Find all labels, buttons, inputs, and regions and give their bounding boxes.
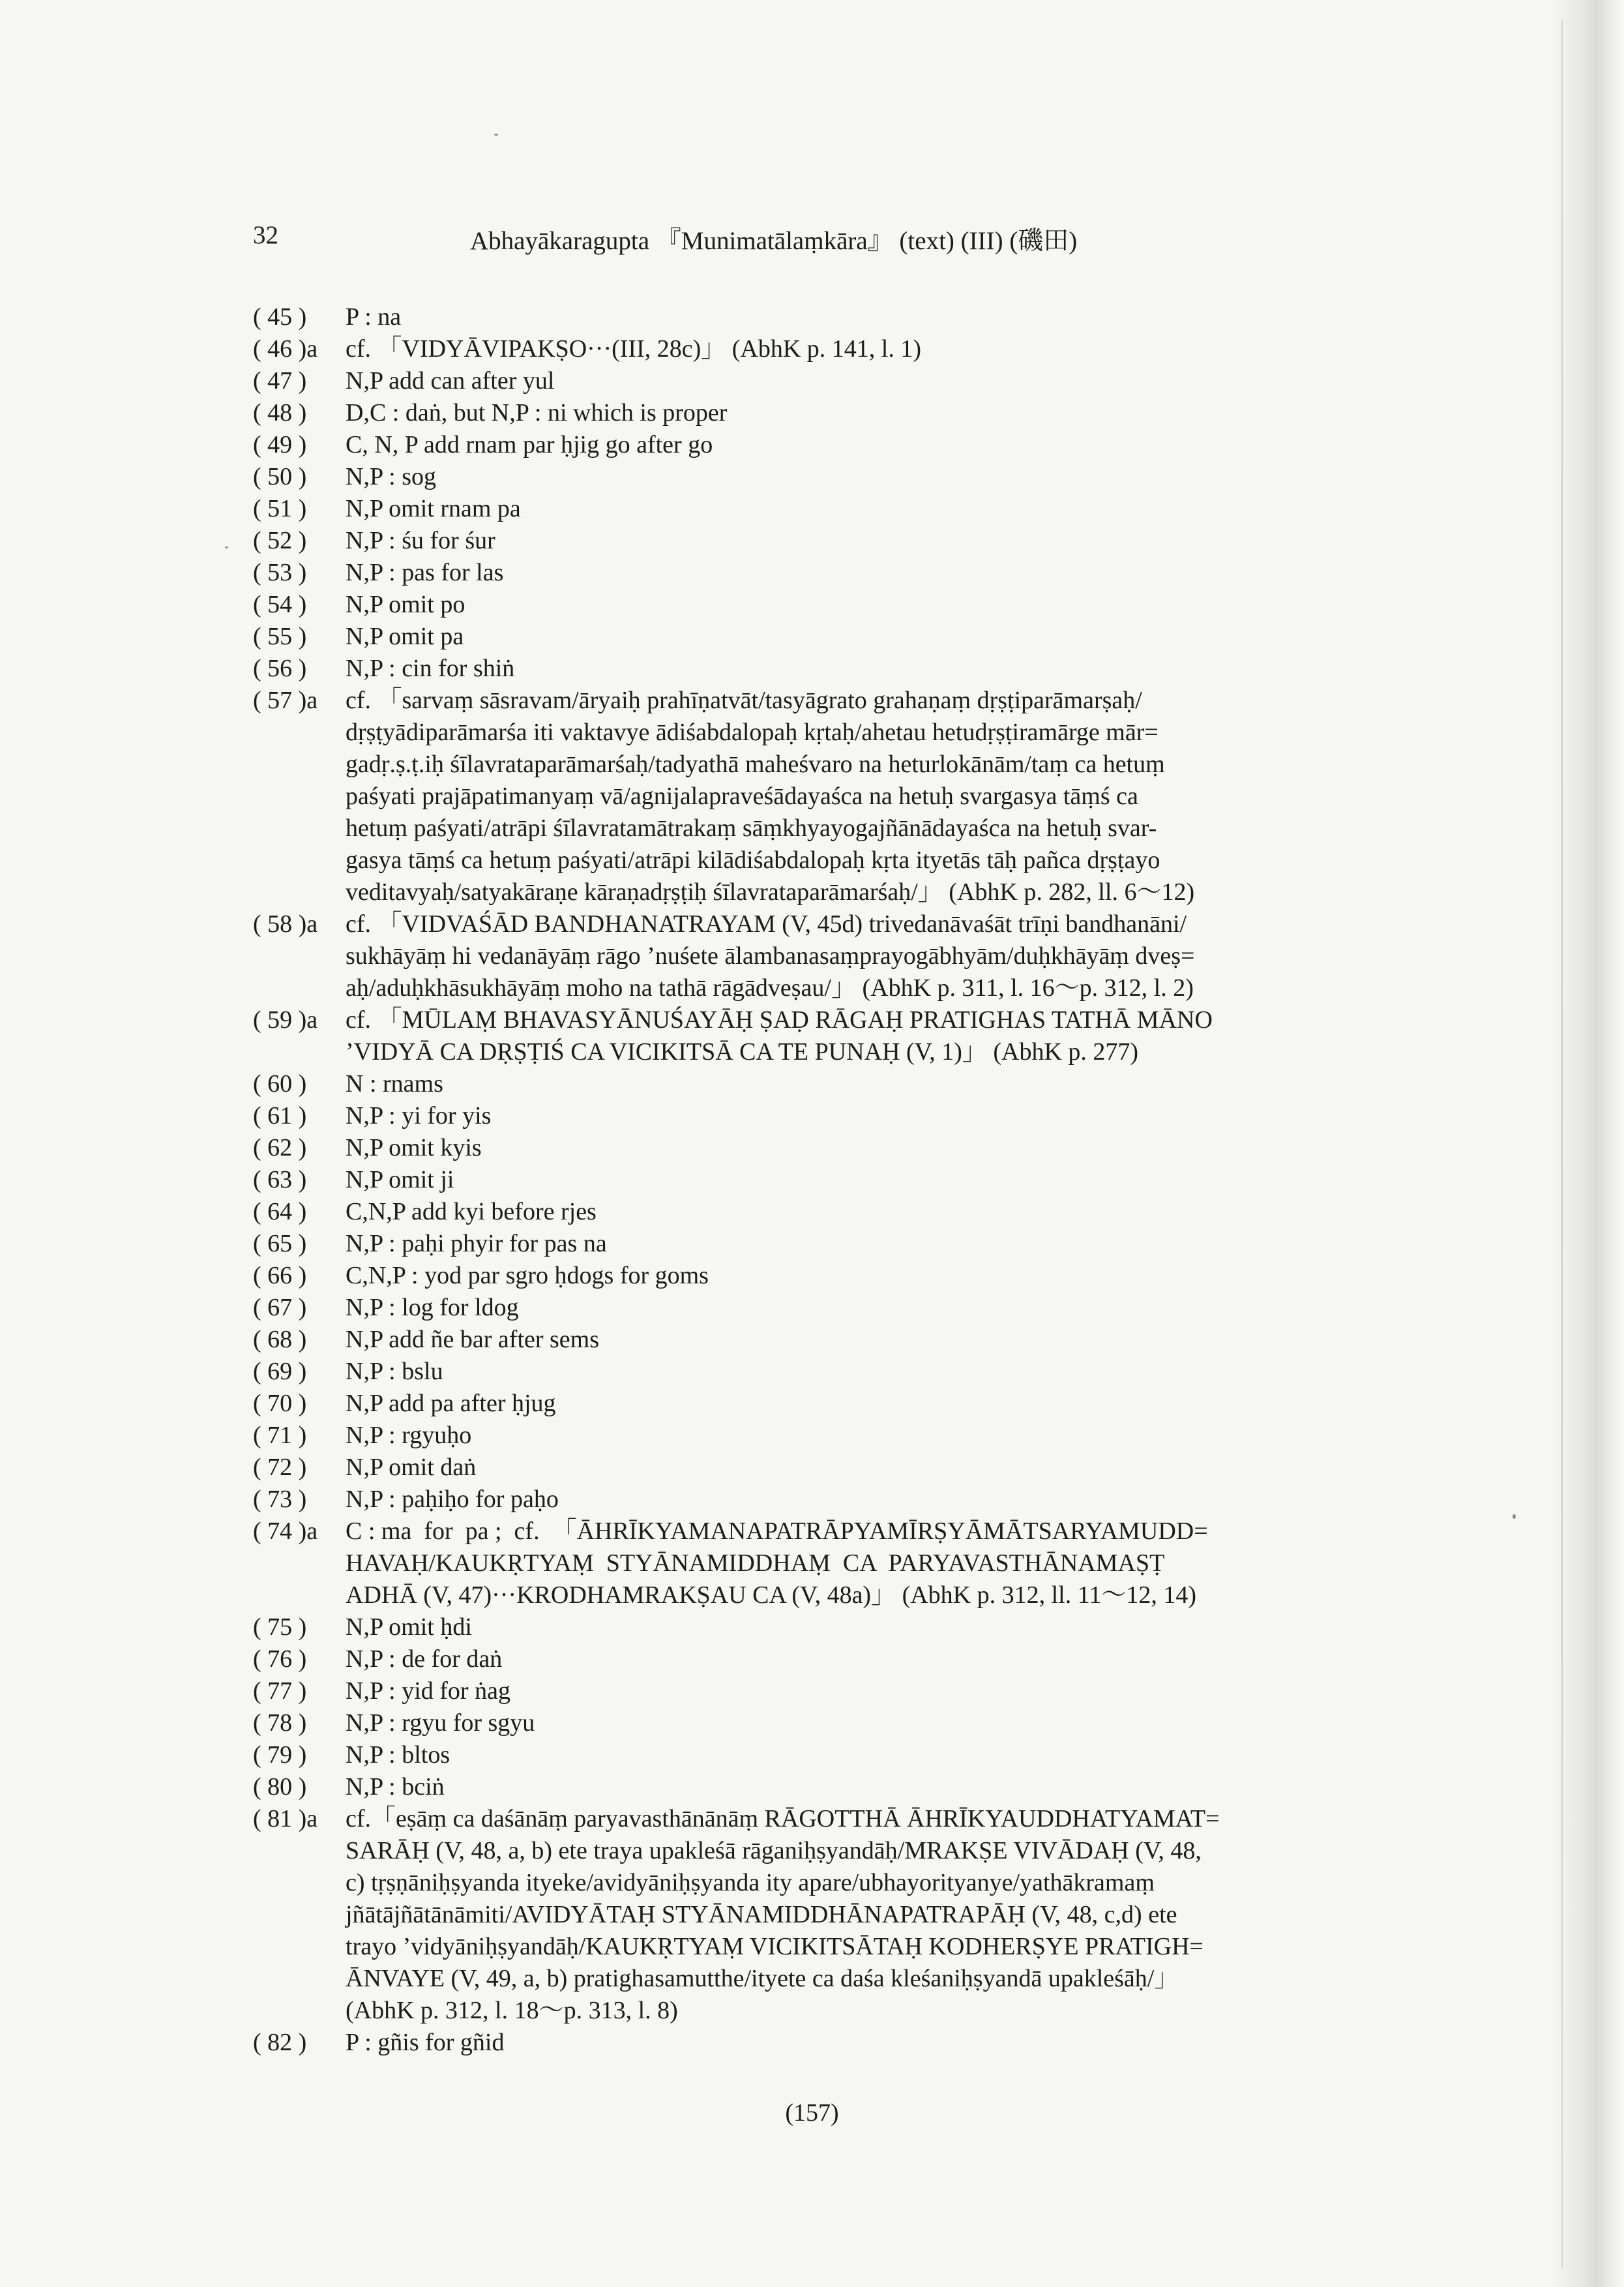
footnote-number: ( 72 ): [253, 1454, 307, 1481]
footnote: [253, 397, 1374, 429]
footnote-text-line: N,P omit ji: [346, 1166, 454, 1193]
footnote: [253, 1707, 1374, 1739]
footnote: [253, 429, 1374, 461]
footnote: [253, 2027, 1374, 2059]
footnote-number: ( 49 ): [253, 431, 307, 458]
footnote-number: ( 45 ): [253, 303, 307, 331]
footnote-text-line: N,P omit rnam pa: [346, 495, 521, 522]
footnote-number: ( 77 ): [253, 1677, 307, 1705]
footnote-text-line: N,P : paḥi phyir for pas na: [346, 1230, 607, 1257]
footnote-number: ( 71 ): [253, 1422, 307, 1449]
footnote-text-line: paśyati prajāpatimanyaṃ vā/agnijalapraveśādayaśca na hetuḥ svargasya tāṃś ca: [346, 783, 1138, 810]
footnote: [253, 1388, 1374, 1420]
footnote-text-line: N,P omit kyis: [346, 1134, 482, 1161]
footnote: [253, 1484, 1374, 1516]
footnote: [253, 1132, 1374, 1164]
footnote: [253, 589, 1374, 621]
footnote-text-line: gadṛ.ṣ.ṭ.iḥ śīlavrataparāmarśaḥ/tadyathā maheśvaro na heturlokānām/taṃ ca hetuṃ: [346, 751, 1165, 778]
footnote-text-line: N,P add ñe bar after sems: [346, 1326, 600, 1353]
footnote-text-line: N,P : de for daṅ: [346, 1645, 503, 1673]
footnote-number: ( 54 ): [253, 591, 307, 618]
footnote-text-line: cf. 「sarvaṃ sāsravam/āryaiḥ prahīṇatvāt/tasyāgrato grahaṇaṃ dṛṣṭiparāmarṣaḥ/: [346, 687, 1142, 714]
page-marker: (157): [785, 2099, 839, 2127]
footnote-text-line: c) tṛṣṇāniḥṣyanda ityeke/avidyāniḥṣyanda ity apare/ubhayorityanye/yathākramaṃ: [346, 1869, 1155, 1896]
footnote-text-line: cf. 「VIDYĀVIPAKṢO···(III, 28c)」 (AbhK p. 141, l. 1): [346, 335, 921, 363]
footnote-number: ( 66 ): [253, 1262, 307, 1289]
footnote-number: ( 59 )a: [253, 1006, 318, 1034]
footnote-number: ( 62 ): [253, 1134, 307, 1161]
footnote: [253, 461, 1374, 493]
footnote-number: ( 55 ): [253, 623, 307, 650]
footnote: [253, 1228, 1374, 1260]
footnote-number: ( 47 ): [253, 367, 307, 395]
footnote-text-line: ’VIDYĀ CA DṚṢṬIŚ CA VICIKITSĀ CA TE PUNAḤ (V, 1)」 (AbhK p. 277): [346, 1038, 1139, 1066]
scan-binding-line: [1561, 20, 1563, 2269]
footnote-number: ( 73 ): [253, 1486, 307, 1513]
footnote: [253, 493, 1374, 525]
footnote-text-line: N,P add can after yul: [346, 367, 555, 395]
footnote: [253, 1356, 1374, 1388]
footnote: [253, 1196, 1374, 1228]
footnote: [253, 1739, 1374, 1771]
page-footer: [0, 2099, 1624, 2127]
footnote-number: ( 79 ): [253, 1741, 307, 1769]
footnote-text-line: N,P : rgyu for sgyu: [346, 1709, 535, 1737]
footnote-text-line: P : gñis for gñid: [346, 2029, 505, 2056]
footnote-text-line: N,P : yi for yis: [346, 1102, 492, 1129]
footnote-number: ( 74 )a: [253, 1517, 318, 1545]
footnote: [253, 1452, 1374, 1484]
footnote-text-line: N,P omit daṅ: [346, 1454, 477, 1481]
footnote: [253, 1675, 1374, 1707]
footnote-text-line: ĀNVAYE (V, 49, a, b) pratighasamutthe/ityete ca daśa kleśaniḥṣyandā upakleśāḥ/」: [346, 1965, 1179, 1992]
scan-binding-edge: [1555, 0, 1624, 2287]
footnote: [253, 1164, 1374, 1196]
footnote: [253, 685, 1374, 908]
footnote-list: [253, 301, 1374, 2059]
footnote-number: ( 61 ): [253, 1102, 307, 1129]
footnote-text-line: N,P : cin for shiṅ: [346, 655, 515, 682]
footnote-number: ( 69 ): [253, 1358, 307, 1385]
footnote-text-line: jñātājñātānāmiti/AVIDYĀTAḤ STYĀNAMIDDHĀNAPATRAPĀḤ (V, 48, c,d) ete: [346, 1901, 1177, 1928]
footnote: [253, 1611, 1374, 1643]
footnote: [253, 653, 1374, 685]
footnote: [253, 557, 1374, 589]
footnote-text-line: C,N,P add kyi before rjes: [346, 1198, 597, 1225]
footnote: [253, 1803, 1374, 2027]
footnote-text-line: HAVAḤ/KAUKṚTYAṂ STYĀNAMIDDHAṂ CA PARYAVASTHĀNAMAṢṬ: [346, 1549, 1165, 1577]
footnote-number: ( 82 ): [253, 2029, 307, 2056]
footnote-text-line: cf. 「VIDVAŚĀD BANDHANATRAYAM (V, 45d) trivedanāvaśāt trīṇi bandhanāni/: [346, 910, 1187, 938]
page-header: [253, 220, 1413, 260]
footnote-text-line: N,P omit po: [346, 591, 465, 618]
footnote: [253, 1420, 1374, 1452]
footnote: [253, 365, 1374, 397]
footnote: [253, 1771, 1374, 1803]
footnote-number: ( 57 )a: [253, 687, 318, 714]
footnote-number: ( 75 ): [253, 1613, 307, 1641]
footnote-text-line: N,P omit ḥdi: [346, 1613, 472, 1641]
footnote-text-line: aḥ/aduḥkhāsukhāyāṃ moho na tathā rāgādveṣau/」 (AbhK p. 311, l. 16～p. 312, l. 2): [346, 974, 1194, 1002]
footnote: [253, 1260, 1374, 1292]
footnote-text-line: dṛṣṭyādiparāmarśa iti vaktavye ādiśabdalopaḥ kṛtaḥ/ahetau hetudṛṣṭiramārge mār=: [346, 719, 1159, 746]
scan-speck: [1513, 1514, 1516, 1519]
footnote-number: ( 52 ): [253, 527, 307, 554]
page-number: 32: [253, 221, 278, 249]
footnote-number: ( 70 ): [253, 1390, 307, 1417]
footnote: [253, 621, 1374, 653]
footnote: [253, 1100, 1374, 1132]
footnote-number: ( 48 ): [253, 399, 307, 426]
footnote: [253, 525, 1374, 557]
footnote-text-line: N,P : bslu: [346, 1358, 443, 1385]
footnote-text-line: C, N, P add rnam par ḥjig go after go: [346, 431, 713, 458]
footnote: [253, 301, 1374, 333]
footnote-number: ( 78 ): [253, 1709, 307, 1737]
footnote-text-line: N,P : śu for śur: [346, 527, 495, 554]
footnote-text-line: N,P : log for ldog: [346, 1294, 519, 1321]
footnote-text-line: C,N,P : yod par sgro ḥdogs for goms: [346, 1262, 709, 1289]
footnote-text-line: cf. 「MŪLAṂ BHAVASYĀNUŚAYĀḤ ṢAḌ RĀGAḤ PRATIGHAS TATHĀ MĀNO: [346, 1006, 1213, 1034]
footnote-text-line: veditavyaḥ/satyakāraṇe kāraṇadṛṣṭiḥ śīlavrataparāmarśaḥ/」 (AbhK p. 282, ll. 6～12): [346, 878, 1195, 906]
footnote-number: ( 68 ): [253, 1326, 307, 1353]
footnote-text-line: N : rnams: [346, 1070, 443, 1098]
footnote-text-line: ADHĀ (V, 47)···KRODHAMRAKṢAU CA (V, 48a)」 (AbhK p. 312, ll. 11～12, 14): [346, 1581, 1196, 1609]
footnote-number: ( 64 ): [253, 1198, 307, 1225]
footnote-text-line: trayo ’vidyāniḥṣyandāḥ/KAUKṚTYAṂ VICIKITSĀTAḤ KODHERṢYE PRATIGH=: [346, 1933, 1203, 1960]
footnote-text-line: sukhāyāṃ hi vedanāyāṃ rāgo ’nuśete ālambanasaṃprayogābhyām/duḥkhāyāṃ dveṣ=: [346, 942, 1195, 970]
footnote: [253, 1516, 1374, 1611]
footnote-number: ( 50 ): [253, 463, 307, 490]
footnote: [253, 908, 1374, 1004]
footnote-text-line: N,P : paḥiḥo for paḥo: [346, 1486, 559, 1513]
footnote-text-line: C : ma for pa ; cf. 「ĀHRĪKYAMANAPATRĀPYAMĪRṢYĀMĀTSARYAMUDD=: [346, 1517, 1208, 1545]
footnote-number: ( 51 ): [253, 495, 307, 522]
scan-speck: [494, 134, 498, 136]
scan-speck: [225, 546, 228, 548]
footnote-number: ( 65 ): [253, 1230, 307, 1257]
footnote-text-line: N,P : rgyuḥo: [346, 1422, 472, 1449]
footnote-number: ( 81 )a: [253, 1805, 318, 1832]
footnote-number: ( 56 ): [253, 655, 307, 682]
footnote-text-line: D,C : daṅ, but N,P : ni which is proper: [346, 399, 728, 426]
footnote: [253, 1068, 1374, 1100]
footnote-text-line: hetuṃ paśyati/atrāpi śīlavratamātrakaṃ sāṃkhyayogajñānādayaśca na hetuḥ svar-: [346, 815, 1157, 842]
footnote-number: ( 67 ): [253, 1294, 307, 1321]
running-title: Abhayākaragupta 『Munimatālaṃkāra』 (text) (III) (磯田): [470, 227, 1078, 255]
footnote-text-line: cf.「eṣāṃ ca daśānāṃ paryavasthānānāṃ RĀGOTTHĀ ĀHRĪKYAUDDHATYAMAT=: [346, 1805, 1220, 1832]
footnote: [253, 1004, 1374, 1068]
footnote: [253, 333, 1374, 365]
footnote-number: ( 53 ): [253, 559, 307, 586]
footnote: [253, 1643, 1374, 1675]
footnote: [253, 1324, 1374, 1356]
footnote-number: ( 80 ): [253, 1773, 307, 1801]
footnote-text-line: N,P : sog: [346, 463, 437, 490]
footnote-text-line: N,P : yid for ṅag: [346, 1677, 510, 1705]
footnote-text-line: (AbhK p. 312, l. 18～p. 313, l. 8): [346, 1997, 678, 2024]
footnote: [253, 1292, 1374, 1324]
footnote-text-line: P : na: [346, 303, 402, 331]
footnote-text-line: SARĀḤ (V, 48, a, b) ete traya upakleśā rāganiḥṣyandāḥ/MRAKṢE VIVĀDAḤ (V, 48,: [346, 1837, 1202, 1864]
footnote-text-line: gasya tāṃś ca hetuṃ paśyati/atrāpi kilādiśabdalopaḥ kṛta ityetās tāḥ pañca dṛṣṭayo: [346, 846, 1160, 874]
footnote-text-line: N,P : pas for las: [346, 559, 504, 586]
footnote-text-line: N,P omit pa: [346, 623, 464, 650]
footnote-number: ( 63 ): [253, 1166, 307, 1193]
footnote-number: ( 76 ): [253, 1645, 307, 1673]
footnote-number: ( 60 ): [253, 1070, 307, 1098]
footnote-text-line: N,P : bciṅ: [346, 1773, 445, 1801]
footnote-number: ( 58 )a: [253, 910, 318, 938]
footnote-number: ( 46 )a: [253, 335, 318, 363]
footnote-text-line: N,P add pa after ḥjug: [346, 1390, 556, 1417]
footnote-text-line: N,P : bltos: [346, 1741, 450, 1769]
